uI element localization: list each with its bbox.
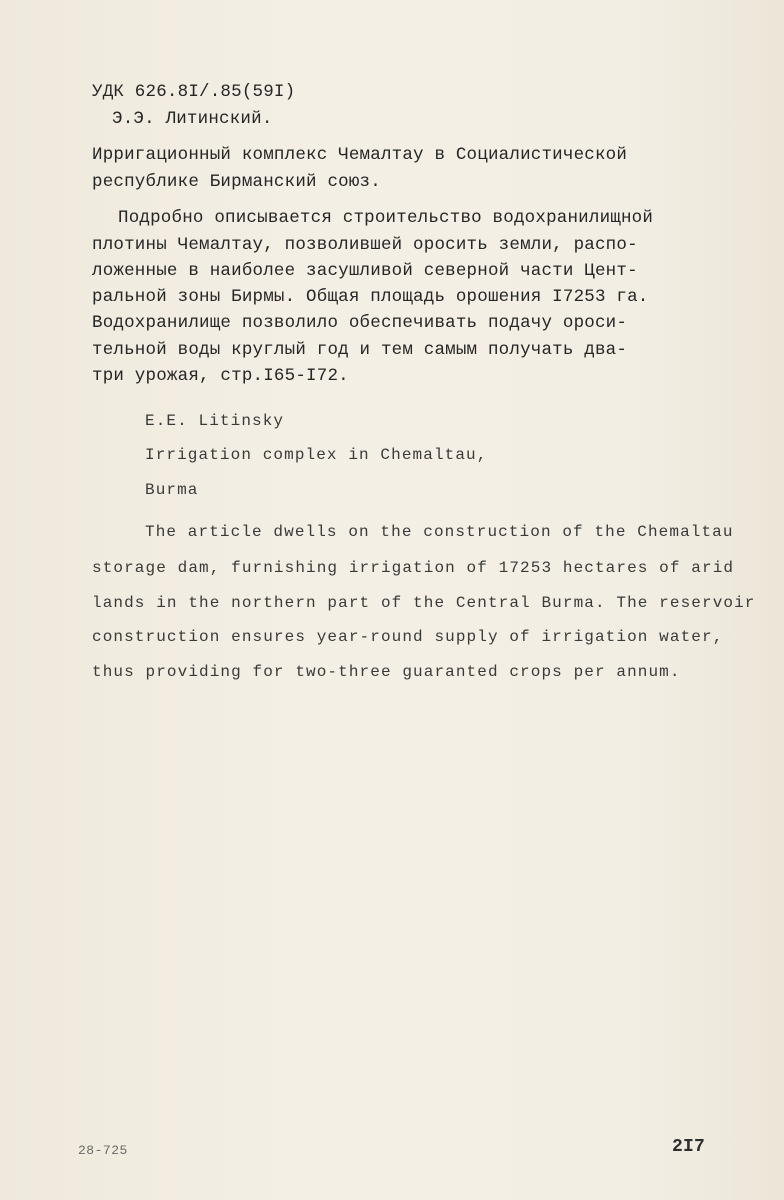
ru-author: Э.Э. Литинский. bbox=[112, 109, 273, 129]
ru-abstract-line: ложенные в наиболее засушливой северной части Цент- bbox=[92, 261, 638, 281]
en-abstract-line: lands in the northern part of the Central Burma. The reservoir bbox=[92, 594, 756, 612]
en-title: Irrigation complex in Chemaltau, bbox=[145, 446, 488, 464]
udc-code: УДК 626.8I/.85(59I) bbox=[92, 82, 296, 102]
en-country: Burma bbox=[145, 481, 199, 499]
en-abstract-line: thus providing for two-three guaranted crops per annum. bbox=[92, 663, 681, 681]
ru-abstract-line: плотины Чемалтау, позволившей оросить земли, распо- bbox=[92, 235, 638, 255]
en-abstract-line: construction ensures year-round supply of irrigation water, bbox=[92, 628, 724, 646]
ru-abstract-line: Водохранилище позволило обеспечивать подачу ороси- bbox=[92, 313, 628, 333]
page-number: 2I7 bbox=[672, 1137, 706, 1157]
ru-title-line: Ирригационный комплекс Чемалтау в Социалистической bbox=[92, 145, 628, 165]
ru-abstract-line: тельной воды круглый год и тем самым получать два- bbox=[92, 340, 628, 360]
en-abstract-line: storage dam, furnishing irrigation of 17253 hectares of arid bbox=[92, 559, 735, 577]
ru-abstract-line: Подробно описывается строительство водохранилищной bbox=[118, 208, 654, 228]
ru-title-line: республике Бирманский союз. bbox=[92, 172, 381, 192]
footer-code: 28-725 bbox=[78, 1143, 128, 1158]
en-abstract-line: The article dwells on the construction of the Chemaltau bbox=[145, 523, 734, 541]
ru-abstract-line: три урожая, стр.I65-I72. bbox=[92, 366, 349, 386]
ru-abstract-line: ральной зоны Бирмы. Общая площадь орошения I7253 га. bbox=[92, 287, 649, 307]
en-author: E.E. Litinsky bbox=[145, 412, 285, 430]
